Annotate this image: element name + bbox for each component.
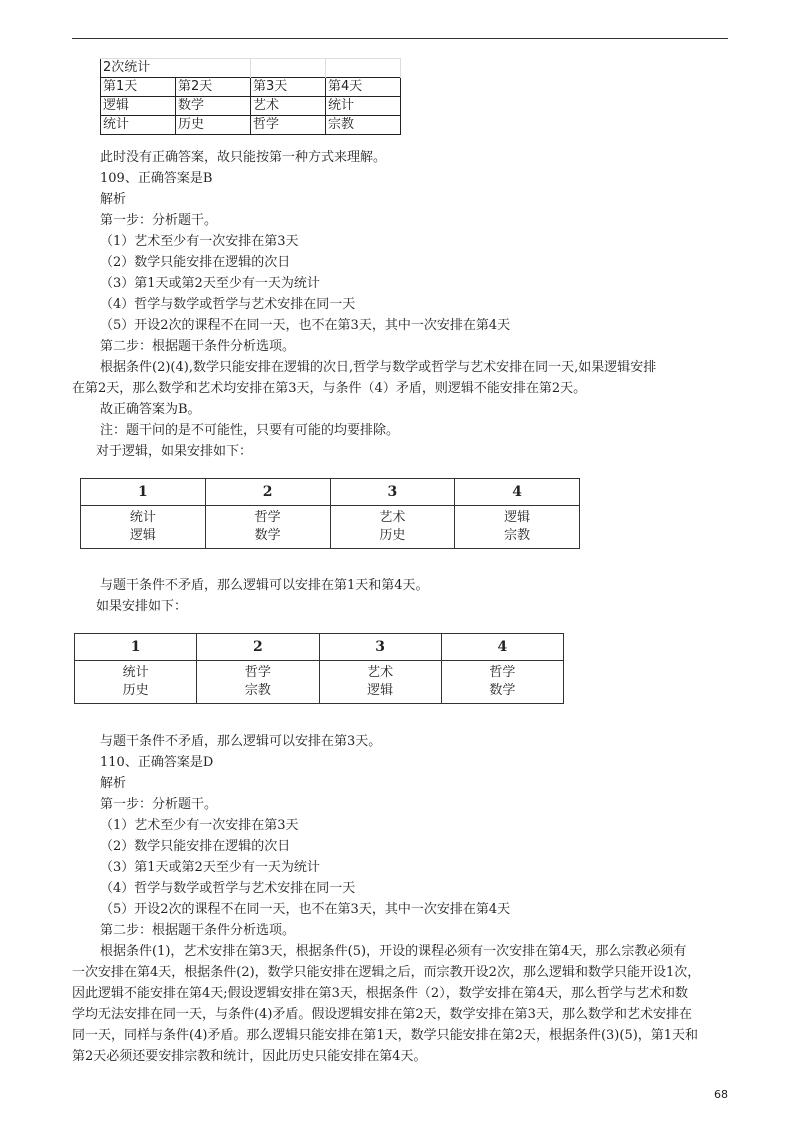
table-header-cell: 2 — [205, 479, 330, 506]
table-cell: 哲学 宗教 — [197, 661, 319, 704]
table-header-cell: 3 — [319, 634, 441, 661]
table-cell: 统计 — [326, 97, 401, 116]
step-heading: 第一步：分析题干。 — [100, 797, 218, 812]
condition-item: （2）数学只能安排在逻辑的次日 — [100, 839, 291, 854]
paragraph: 根据条件(1)，艺术安排在第3天，根据条件(5)，开设的课程必须有一次安排在第4天，那么宗教必须有 — [100, 944, 687, 959]
header-rule — [72, 38, 728, 39]
answer-110: 110、正确答案是D — [100, 755, 214, 770]
paragraph: 如果安排如下： — [96, 599, 188, 614]
table-cell: 数学 — [176, 97, 251, 116]
two-times-stats-table — [100, 58, 401, 135]
analysis-heading: 解析 — [100, 192, 127, 207]
table-header-cell: 3 — [330, 479, 455, 506]
table-header-cell: 第1天 — [101, 78, 176, 97]
table-header-cell: 4 — [455, 479, 580, 506]
table-header-cell: 2 — [197, 634, 319, 661]
step-heading: 第一步：分析题干。 — [100, 213, 218, 228]
table-cell: 艺术 历史 — [330, 506, 455, 549]
analysis-heading: 解析 — [100, 776, 127, 791]
paragraph: 此时没有正确答案，故只能按第一种方式来理解。 — [100, 150, 387, 165]
condition-item: （3）第1天或第2天至少有一天为统计 — [100, 860, 320, 875]
table-header-cell: 第2天 — [176, 78, 251, 97]
table-cell: 历史 — [176, 116, 251, 135]
paragraph: 对于逻辑，如果安排如下： — [96, 444, 253, 459]
condition-item: （1）艺术至少有一次安排在第3天 — [100, 818, 299, 833]
condition-item: （4）哲学与数学或哲学与艺术安排在同一天 — [100, 881, 356, 896]
condition-item: （4）哲学与数学或哲学与艺术安排在同一天 — [100, 297, 356, 312]
table-caption: 2次统计 — [101, 59, 176, 78]
table-header-cell: 第3天 — [251, 78, 326, 97]
table-cell: 宗教 — [326, 116, 401, 135]
condition-item: （2）数学只能安排在逻辑的次日 — [100, 255, 291, 270]
table-cell: 统计 — [101, 116, 176, 135]
paragraph: 一次安排在第4天，根据条件(2)，数学只能安排在逻辑之后，而宗教开设2次，那么逻辑和数学只能开设1次， — [72, 965, 701, 980]
table-cell: 哲学 数学 — [205, 506, 330, 549]
table-header-cell: 1 — [75, 634, 197, 661]
table-header-cell: 4 — [441, 634, 563, 661]
paragraph: 与题干条件不矛盾，那么逻辑可以安排在第3天。 — [100, 734, 382, 749]
paragraph: 第2天必须还要安排宗教和统计，因此历史只能安排在第4天。 — [72, 1049, 427, 1064]
table-cell: 逻辑 — [101, 97, 176, 116]
condition-item: （5）开设2次的课程不在同一天，也不在第3天，其中一次安排在第4天 — [100, 902, 511, 917]
condition-item: （5）开设2次的课程不在同一天，也不在第3天，其中一次安排在第4天 — [100, 318, 511, 333]
condition-item: （3）第1天或第2天至少有一天为统计 — [100, 276, 320, 291]
paragraph: 因此逻辑不能安排在第4天;假设逻辑安排在第3天，根据条件（2），数学安排在第4天，那么哲学与艺术和数 — [72, 986, 688, 1001]
table-cell: 艺术 逻辑 — [319, 661, 441, 704]
table-cell: 艺术 — [251, 97, 326, 116]
table-cell: 哲学 数学 — [441, 661, 563, 704]
paragraph: 在第2天，那么数学和艺术均安排在第3天，与条件（4）矛盾，则逻辑不能安排在第2天。 — [72, 381, 587, 396]
table-header-cell: 第4天 — [326, 78, 401, 97]
step-heading: 第二步：根据题干条件分析选项。 — [100, 339, 296, 354]
conclusion: 故正确答案为B。 — [100, 402, 201, 417]
note: 注：题干问的是不可能性，只要有可能的均要排除。 — [100, 423, 400, 438]
page-number: 68 — [714, 1088, 728, 1101]
table-cell: 逻辑 宗教 — [455, 506, 580, 549]
condition-item: （1）艺术至少有一次安排在第3天 — [100, 234, 299, 249]
schedule-table-b — [74, 633, 564, 704]
step-heading: 第二步：根据题干条件分析选项。 — [100, 923, 296, 938]
paragraph: 与题干条件不矛盾，那么逻辑可以安排在第1天和第4天。 — [100, 578, 429, 593]
paragraph: 学均无法安排在同一天，与条件(4)矛盾。假设逻辑安排在第2天，数学安排在第3天，那么数学和艺术安排在 — [72, 1007, 692, 1022]
schedule-table-a — [80, 478, 580, 549]
table-header-cell: 1 — [81, 479, 206, 506]
table-cell: 统计 逻辑 — [81, 506, 206, 549]
table-cell: 统计 历史 — [75, 661, 197, 704]
table-cell: 哲学 — [251, 116, 326, 135]
paragraph: 同一天，同样与条件(4)矛盾。那么逻辑只能安排在第1天，数学只能安排在第2天，根据条件(3)(5)，第1天和 — [72, 1028, 699, 1043]
paragraph: 根据条件(2)(4),数学只能安排在逻辑的次日,哲学与数学或哲学与艺术安排在同一天,如果逻辑安排 — [100, 360, 657, 375]
answer-109: 109、正确答案是B — [100, 171, 213, 186]
